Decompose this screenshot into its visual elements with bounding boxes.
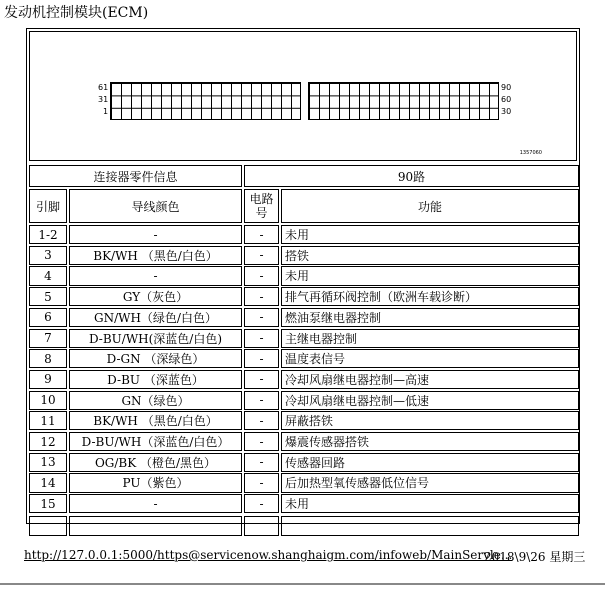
table-row — [29, 494, 579, 513]
circuit-cell: - — [244, 391, 279, 410]
table-row — [29, 329, 579, 348]
table-row — [29, 391, 579, 410]
table-row — [29, 287, 579, 306]
function-cell: 排气再循环阀控制（欧洲车载诊断） — [281, 287, 579, 306]
bottom-divider — [0, 583, 605, 585]
pin-cell: 15 — [29, 494, 67, 513]
function-cell: 燃油泵继电器控制 — [281, 308, 579, 327]
pin-label-1: 1 — [103, 107, 109, 116]
pin-label-60: 60 — [501, 95, 512, 104]
pin-cell: 14 — [29, 473, 67, 492]
wire-color-cell: D-BU/WH(深蓝色/白色) — [69, 329, 242, 348]
wire-color-cell: BK/WH （黑色/白色） — [69, 246, 242, 265]
circuit-cell: - — [244, 329, 279, 348]
wire-color-cell: OG/BK （橙色/黑色） — [69, 453, 242, 472]
connector-block-left — [110, 82, 301, 120]
table-row-partial — [29, 516, 579, 536]
circuit-cell: - — [244, 411, 279, 430]
function-cell: 主继电器控制 — [281, 329, 579, 348]
function-cell: 冷却风扇继电器控制—高速 — [281, 370, 579, 389]
pin-cell: 7 — [29, 329, 67, 348]
circuit-cell: - — [244, 473, 279, 492]
table-row — [29, 370, 579, 389]
table-column-header — [29, 189, 579, 223]
pin-cell: 10 — [29, 391, 67, 410]
wire-color-column-header: 导线颜色 — [69, 189, 242, 223]
circuit-header-line1: 电路 — [249, 192, 274, 206]
wire-color-cell: D-GN （深绿色） — [69, 349, 242, 368]
pin-cell: 11 — [29, 411, 67, 430]
function-cell: 后加热型氧传感器低位信号 — [281, 473, 579, 492]
circuit-header-line2: 号 — [255, 206, 268, 220]
function-cell: 搭铁 — [281, 246, 579, 265]
wire-color-cell: D-BU （深蓝色） — [69, 370, 242, 389]
pin-label-30: 30 — [501, 107, 512, 116]
function-cell: 未用 — [281, 225, 579, 244]
wire-color-cell: - — [69, 266, 242, 285]
pin-column-header: 引脚 — [29, 189, 67, 223]
pin-cell: 3 — [29, 246, 67, 265]
partial-cell — [29, 516, 67, 536]
circuit-cell: - — [244, 266, 279, 285]
wire-color-cell: - — [69, 225, 242, 244]
function-cell: 未用 — [281, 266, 579, 285]
pin-label-31: 31 — [98, 95, 109, 104]
pin-cell: 13 — [29, 453, 67, 472]
circuit-cell: - — [244, 432, 279, 451]
connector-block-right — [308, 82, 499, 120]
page-footer — [24, 548, 586, 564]
table-row — [29, 308, 579, 327]
print-date: 2018\9\26 星期三 — [484, 550, 586, 564]
table-row — [29, 349, 579, 368]
partial-cell — [281, 516, 579, 536]
pin-cell: 1-2 — [29, 225, 67, 244]
function-cell: 爆震传感器搭铁 — [281, 432, 579, 451]
pin-cell: 4 — [29, 266, 67, 285]
function-cell: 未用 — [281, 494, 579, 513]
table-row — [29, 266, 579, 285]
pin-cell: 8 — [29, 349, 67, 368]
way-count-header: 90路 — [244, 165, 579, 187]
page-title: 发动机控制模块(ECM) — [4, 5, 149, 21]
pin-label-61: 61 — [98, 83, 109, 92]
table-row — [29, 453, 579, 472]
pin-cell: 9 — [29, 370, 67, 389]
circuit-cell: - — [244, 225, 279, 244]
wire-color-cell: GY（灰色） — [69, 287, 242, 306]
circuit-cell: - — [244, 370, 279, 389]
circuit-cell: - — [244, 246, 279, 265]
pin-label-90: 90 — [501, 83, 512, 92]
figure-id: 1357060 — [519, 150, 542, 156]
circuit-cell: - — [244, 287, 279, 306]
wire-color-cell: PU（紫色） — [69, 473, 242, 492]
function-column-header: 功能 — [281, 189, 579, 223]
table-row — [29, 411, 579, 430]
function-cell: 冷却风扇继电器控制—低速 — [281, 391, 579, 410]
circuit-cell: - — [244, 349, 279, 368]
wire-color-cell: - — [69, 494, 242, 513]
connector-frame — [26, 28, 580, 524]
table-row — [29, 432, 579, 451]
table-row — [29, 225, 579, 244]
wire-color-cell: GN（绿色） — [69, 391, 242, 410]
circuit-cell: - — [244, 494, 279, 513]
source-url-link[interactable]: http://127.0.0.1:5000/https@servicenow.shanghaigm.com/infoweb/MainServle... — [24, 548, 513, 562]
circuit-column-header — [244, 189, 279, 223]
pin-cell: 5 — [29, 287, 67, 306]
connector-diagram — [29, 31, 577, 161]
function-cell: 传感器回路 — [281, 453, 579, 472]
pin-cell: 6 — [29, 308, 67, 327]
wire-color-cell: GN/WH（绿色/白色） — [69, 308, 242, 327]
table-row — [29, 246, 579, 265]
wire-color-cell: BK/WH （黑色/白色） — [69, 411, 242, 430]
function-cell: 温度表信号 — [281, 349, 579, 368]
partial-cell — [244, 516, 279, 536]
circuit-cell: - — [244, 308, 279, 327]
pin-cell: 12 — [29, 432, 67, 451]
partial-cell — [69, 516, 242, 536]
wire-color-cell: D-BU/WH（深蓝色/白色） — [69, 432, 242, 451]
function-cell: 屏蔽搭铁 — [281, 411, 579, 430]
table-group-header — [29, 165, 579, 187]
table-row — [29, 473, 579, 492]
connector-info-header: 连接器零件信息 — [29, 165, 242, 187]
circuit-cell: - — [244, 453, 279, 472]
